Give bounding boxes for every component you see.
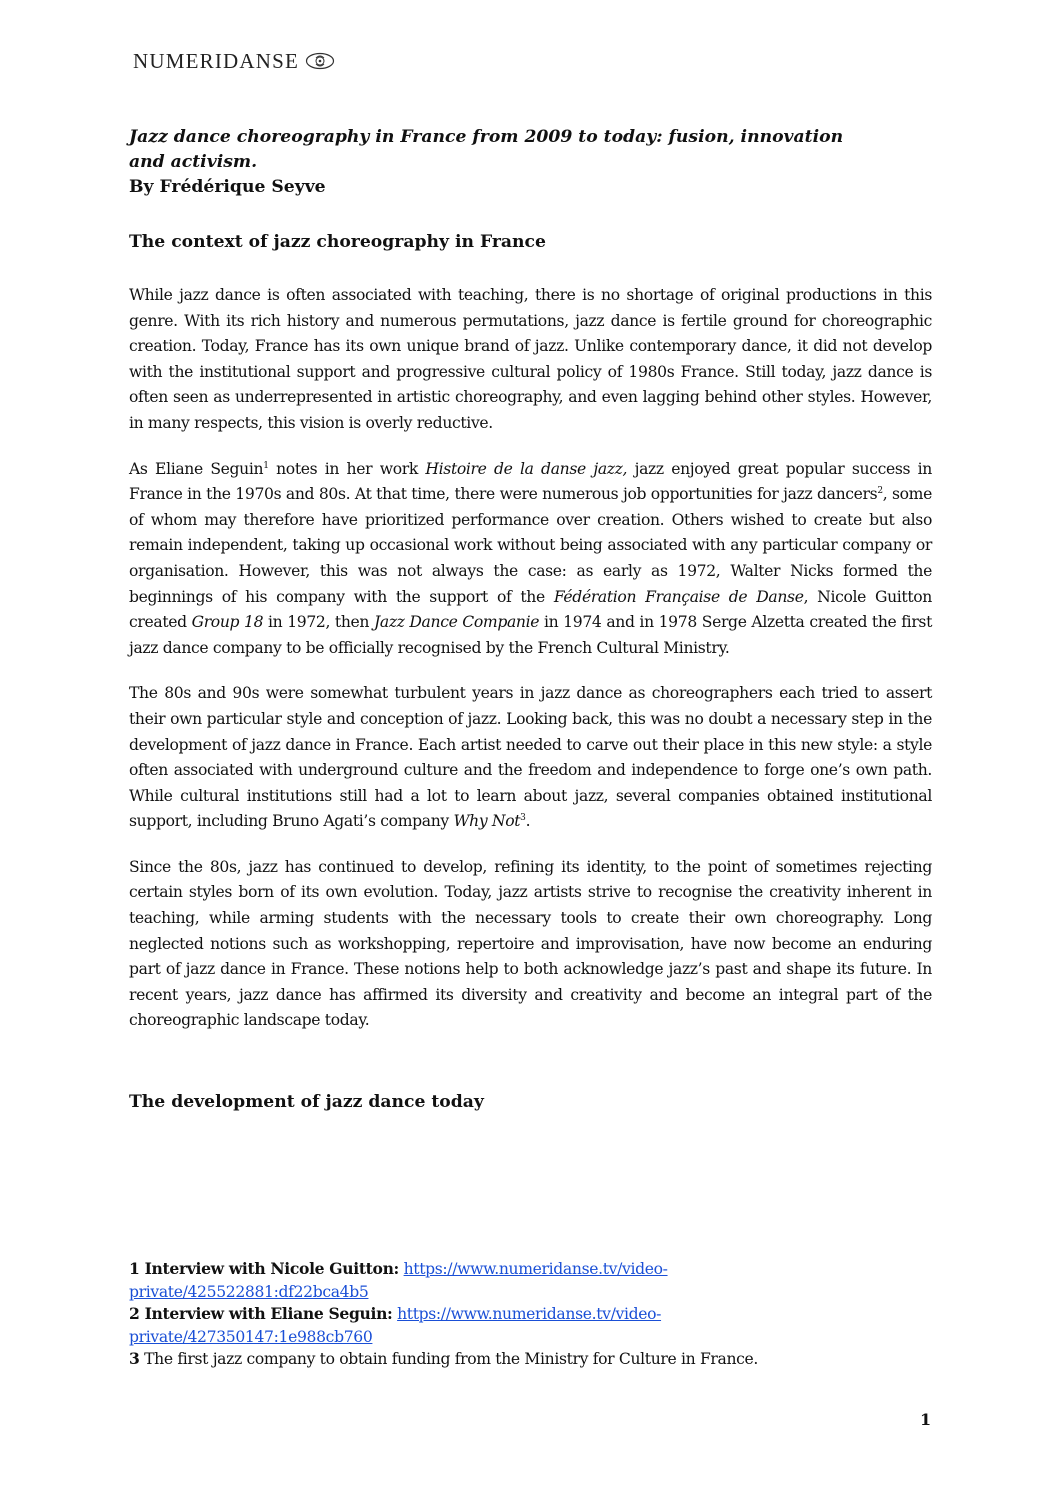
paragraph-2-text-d: , some of whom may therefore have prioritized performance over creation. Others wished to create but also remain independent, taking up occasional work without being associated with any particular company or organisation. However, this was not always the case: as early as 1972, Walter Nicks formed the beginnings of his company with the support of the <box>129 485 932 606</box>
company-name-group-18: Group 18 <box>191 613 264 632</box>
numeridanse-logo-icon <box>305 52 335 70</box>
footnote-1 <box>129 1258 932 1303</box>
footnote-2-label: Interview with Eliane Seguin: <box>139 1304 393 1324</box>
paragraph-4: Since the 80s, jazz has continued to develop, refining its identity, to the point of sometimes rejecting certain styles born of its own evolution. Today, jazz artists strive to recognise the creativity inherent in teaching, while arming students with the necessary tools to create their own choreography. Long neglected notions such as workshopping, repertoire and improvisation, have now become an enduring part of jazz dance in France. These notions help to both acknowledge jazz’s past and shape its future. In recent years, jazz dance has affirmed its diversity and creativity and become an integral part of the choreographic landscape today. <box>129 857 932 1030</box>
paragraph-3 <box>129 681 932 835</box>
article-title-line-1: Jazz dance choreography in France from 2009 to today: fusion, innovation <box>129 127 844 147</box>
footnote-1-link-line-2[interactable]: private/425522881:df22bca4b5 <box>129 1282 369 1301</box>
footnote-1-link-line-1[interactable]: https://www.numeridanse.tv/video- <box>403 1260 668 1278</box>
company-name-why-not: Why Not <box>453 812 521 831</box>
footnote-ref-3[interactable]: 3 <box>520 813 526 824</box>
paragraph-3-text-b: . <box>525 812 531 831</box>
company-name-jazz-dance-companie: Jazz Dance Companie <box>373 613 540 632</box>
paragraph-2-text-f: in 1972, then <box>263 613 374 632</box>
paragraph-2-text-e: , Nicole Guitton created <box>129 587 932 632</box>
paragraph-2-text-b: notes in her work <box>268 459 426 478</box>
section-heading-development: The development of jazz dance today <box>129 1092 484 1113</box>
book-title-histoire: Histoire de la danse jazz, <box>425 459 628 478</box>
page-number: 1 <box>920 1410 932 1429</box>
page-header <box>133 48 335 74</box>
footnote-3-number: 3 <box>129 1349 140 1369</box>
paragraph-2 <box>129 457 932 662</box>
footnote-2-link-line-2[interactable]: private/427350147:1e988cb760 <box>129 1327 373 1346</box>
footnote-3-text: The first jazz company to obtain funding from the Ministry for Culture in France. <box>139 1350 759 1369</box>
article-title <box>129 125 932 175</box>
paragraph-2-text-c: jazz enjoyed great popular success in France in the 1970s and 80s. At that time, there were numerous job opportunities for jazz dancers <box>129 459 932 504</box>
footnotes <box>129 1258 932 1371</box>
section-heading-context: The context of jazz choreography in France <box>129 232 546 252</box>
footnote-3 <box>129 1348 932 1371</box>
numeridanse-logo-text: NUMERIDANSE <box>133 48 300 73</box>
paragraph-2-text-g: in 1974 and in 1978 Serge Alzetta created the first jazz dance company to be officially recognised by the French Cultural Ministry. <box>129 613 932 657</box>
paragraph-3-text-a: The 80s and 90s were somewhat turbulent years in jazz dance as choreographers each tried to assert their own particular style and conception of jazz. Looking back, this was no doubt a necessary step in the development of jazz dance in France. Each artist needed to carve out their place in this new style: a style often associated with underground culture and the freedom and independence to forge one’s own path. While cultural institutions still had a lot to learn about jazz, several companies obtained institutional support, including Bruno Agati’s company <box>129 684 932 831</box>
article-title-line-2: and activism. <box>129 152 258 172</box>
footnote-ref-1[interactable]: 1 <box>263 460 269 471</box>
footnote-2 <box>129 1303 932 1348</box>
article-byline: By Frédérique Seyve <box>129 177 326 197</box>
paragraph-1: While jazz dance is often associated with teaching, there is no shortage of original productions in this genre. With its rich history and numerous permutations, jazz dance is fertile ground for choreographic creation. Today, France has its own unique brand of jazz. Unlike contemporary dance, it did not develop with the institutional support and progressive cultural policy of 1980s France. Still today, jazz dance is often seen as underrepresented in artistic choreography, and even lagging behind other styles. However, in many respects, this vision is overly reductive. <box>129 286 932 432</box>
footnote-1-number: 1 <box>129 1259 140 1278</box>
footnote-1-label: Interview with Nicole Guitton: <box>139 1259 399 1278</box>
footnote-ref-2[interactable]: 2 <box>877 485 883 496</box>
footnote-2-link-line-1[interactable]: https://www.numeridanse.tv/video- <box>397 1305 662 1324</box>
org-name-ffd: Fédération Française de Danse <box>553 587 804 606</box>
paragraph-2-text-a: As Eliane Seguin <box>129 459 264 478</box>
footnote-2-number: 2 <box>129 1304 140 1324</box>
article-body <box>129 125 932 1115</box>
